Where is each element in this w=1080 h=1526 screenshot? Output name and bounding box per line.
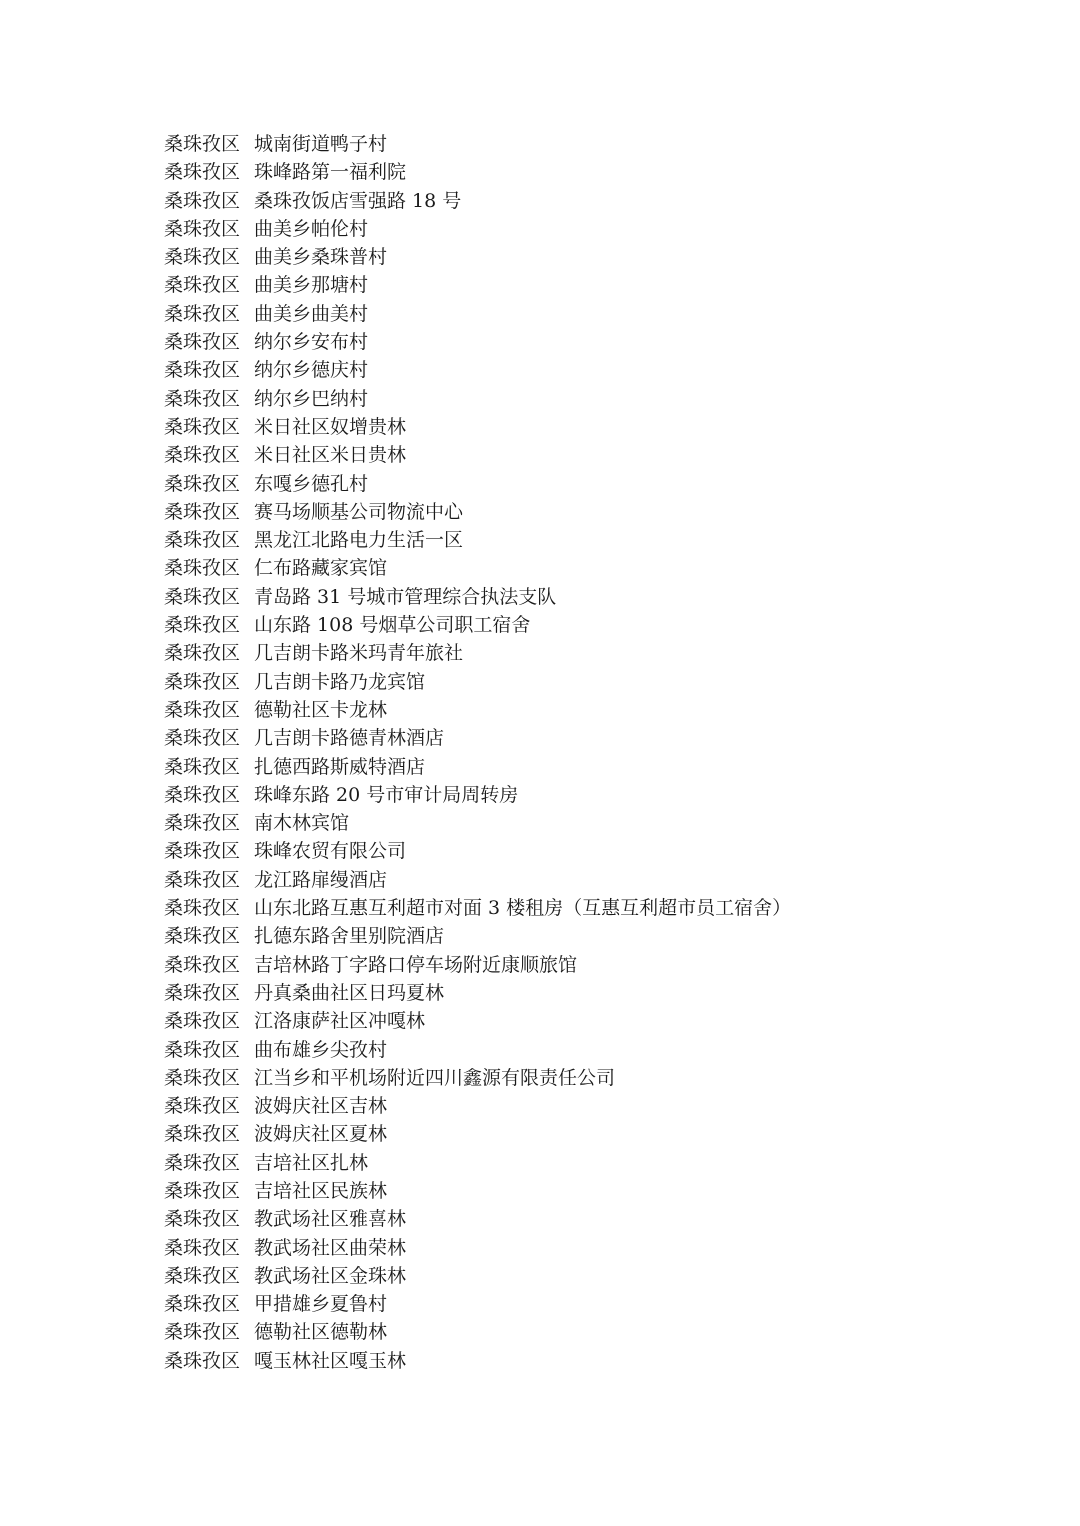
list-item [164, 554, 791, 582]
list-item [164, 1092, 791, 1120]
place-label: 德勒社区卡龙林 [254, 698, 388, 721]
list-item [164, 894, 791, 922]
list-item [164, 809, 791, 837]
district-label: 桑珠孜区 [164, 217, 241, 240]
district-label: 桑珠孜区 [164, 670, 241, 693]
place-label: 德勒社区德勒林 [254, 1321, 388, 1344]
place-label: 扎德东路舍里别院酒店 [254, 925, 445, 948]
place-label: 丹真桑曲社区日玛夏林 [254, 981, 445, 1004]
district-label: 桑珠孜区 [164, 1010, 241, 1033]
district-label: 桑珠孜区 [164, 1236, 241, 1259]
district-label: 桑珠孜区 [164, 840, 241, 863]
place-label: 山东北路互惠互利超市对面 3 楼租房（互惠互利超市员工宿舍） [254, 897, 792, 920]
place-label: 吉培林路丁字路口停车场附近康顺旅馆 [254, 953, 578, 976]
list-item [164, 470, 791, 498]
list-item [164, 158, 791, 186]
place-label: 纳尔乡德庆村 [254, 359, 369, 382]
list-item [164, 979, 791, 1007]
place-label: 曲美乡桑珠普村 [254, 246, 388, 269]
place-label: 纳尔乡安布村 [254, 331, 369, 354]
list-item [164, 187, 791, 215]
list-item [164, 356, 791, 384]
place-label: 米日社区奴增贵林 [254, 415, 407, 438]
place-label: 城南街道鸭子村 [254, 133, 388, 155]
list-item [164, 1347, 791, 1375]
list-item [164, 781, 791, 809]
place-label: 曲美乡那塘村 [254, 274, 369, 297]
place-label: 珠峰东路 20 号市审计局周转房 [254, 783, 519, 806]
place-label: 嘎玉林社区嘎玉林 [254, 1349, 407, 1372]
list-item [164, 611, 791, 639]
district-label: 桑珠孜区 [164, 981, 241, 1004]
place-label: 珠峰农贸有限公司 [254, 840, 407, 863]
district-label: 桑珠孜区 [164, 585, 241, 608]
place-label: 山东路 108 号烟草公司职工宿舍 [254, 614, 531, 637]
district-label: 桑珠孜区 [164, 472, 241, 495]
list-item [164, 526, 791, 554]
location-list [164, 130, 791, 1375]
list-item [164, 668, 791, 696]
list-item [164, 753, 791, 781]
place-label: 南木林宾馆 [254, 812, 350, 835]
list-item [164, 498, 791, 526]
district-label: 桑珠孜区 [164, 1208, 241, 1231]
district-label: 桑珠孜区 [164, 698, 241, 721]
place-label: 东嘎乡德孔村 [254, 472, 369, 495]
district-label: 桑珠孜区 [164, 755, 241, 778]
district-label: 桑珠孜区 [164, 302, 241, 325]
district-label: 桑珠孜区 [164, 557, 241, 580]
place-label: 甲措雄乡夏鲁村 [254, 1293, 388, 1316]
district-label: 桑珠孜区 [164, 1123, 241, 1146]
place-label: 几吉朗卡路德青林酒店 [254, 727, 445, 750]
district-label: 桑珠孜区 [164, 1293, 241, 1316]
district-label: 桑珠孜区 [164, 812, 241, 835]
district-label: 桑珠孜区 [164, 331, 241, 354]
place-label: 曲美乡曲美村 [254, 302, 369, 325]
list-item [164, 1149, 791, 1177]
district-label: 桑珠孜区 [164, 246, 241, 269]
list-item [164, 1234, 791, 1262]
list-item [164, 413, 791, 441]
place-label: 几吉朗卡路米玛青年旅社 [254, 642, 464, 665]
district-label: 桑珠孜区 [164, 415, 241, 438]
district-label: 桑珠孜区 [164, 614, 241, 637]
district-label: 桑珠孜区 [164, 1179, 241, 1202]
place-label: 珠峰路第一福利院 [254, 161, 407, 184]
place-label: 米日社区米日贵林 [254, 444, 407, 467]
list-item [164, 1318, 791, 1346]
list-item [164, 696, 791, 724]
list-item [164, 922, 791, 950]
list-item [164, 300, 791, 328]
place-label: 波姆庆社区夏林 [254, 1123, 388, 1146]
district-label: 桑珠孜区 [164, 444, 241, 467]
district-label: 桑珠孜区 [164, 133, 241, 155]
list-item [164, 271, 791, 299]
place-label: 江洛康萨社区冲嘎林 [254, 1010, 426, 1033]
district-label: 桑珠孜区 [164, 500, 241, 523]
place-label: 吉培社区扎林 [254, 1151, 369, 1174]
place-label: 赛马场顺基公司物流中心 [254, 500, 464, 523]
district-label: 桑珠孜区 [164, 925, 241, 948]
district-label: 桑珠孜区 [164, 189, 241, 212]
district-label: 桑珠孜区 [164, 1321, 241, 1344]
list-item [164, 1205, 791, 1233]
list-item [164, 1007, 791, 1035]
place-label: 曲美乡帕伦村 [254, 217, 369, 240]
district-label: 桑珠孜区 [164, 1095, 241, 1118]
list-item [164, 837, 791, 865]
list-item [164, 583, 791, 611]
list-item [164, 639, 791, 667]
list-item [164, 1177, 791, 1205]
district-label: 桑珠孜区 [164, 783, 241, 806]
place-label: 桑珠孜饭店雪强路 18 号 [254, 189, 462, 212]
list-item [164, 1120, 791, 1148]
place-label: 青岛路 31 号城市管理综合执法支队 [254, 585, 557, 608]
list-item [164, 328, 791, 356]
list-item [164, 866, 791, 894]
district-label: 桑珠孜区 [164, 387, 241, 410]
place-label: 教武场社区曲荣林 [254, 1236, 407, 1259]
district-label: 桑珠孜区 [164, 529, 241, 552]
list-item [164, 215, 791, 243]
district-label: 桑珠孜区 [164, 953, 241, 976]
district-label: 桑珠孜区 [164, 1264, 241, 1287]
district-label: 桑珠孜区 [164, 897, 241, 920]
place-label: 仁布路藏家宾馆 [254, 557, 388, 580]
list-item [164, 1036, 791, 1064]
district-label: 桑珠孜区 [164, 642, 241, 665]
place-label: 纳尔乡巴纳村 [254, 387, 369, 410]
place-label: 扎德西路斯威特酒店 [254, 755, 426, 778]
list-item [164, 1290, 791, 1318]
list-item [164, 1064, 791, 1092]
list-item [164, 385, 791, 413]
place-label: 几吉朗卡路乃龙宾馆 [254, 670, 426, 693]
district-label: 桑珠孜区 [164, 274, 241, 297]
place-label: 龙江路扉缦酒店 [254, 868, 388, 891]
list-item [164, 724, 791, 752]
district-label: 桑珠孜区 [164, 727, 241, 750]
district-label: 桑珠孜区 [164, 868, 241, 891]
list-item [164, 441, 791, 469]
place-label: 波姆庆社区吉林 [254, 1095, 388, 1118]
list-item [164, 130, 791, 158]
list-item [164, 951, 791, 979]
place-label: 教武场社区金珠林 [254, 1264, 407, 1287]
district-label: 桑珠孜区 [164, 359, 241, 382]
place-label: 黑龙江北路电力生活一区 [254, 529, 464, 552]
place-label: 江当乡和平机场附近四川鑫源有限责任公司 [254, 1066, 616, 1089]
district-label: 桑珠孜区 [164, 161, 241, 184]
district-label: 桑珠孜区 [164, 1038, 241, 1061]
list-item [164, 243, 791, 271]
district-label: 桑珠孜区 [164, 1151, 241, 1174]
district-label: 桑珠孜区 [164, 1066, 241, 1089]
list-item [164, 1262, 791, 1290]
place-label: 吉培社区民族林 [254, 1179, 388, 1202]
place-label: 曲布雄乡尖孜村 [254, 1038, 388, 1061]
district-label: 桑珠孜区 [164, 1349, 241, 1372]
place-label: 教武场社区雅喜林 [254, 1208, 407, 1231]
